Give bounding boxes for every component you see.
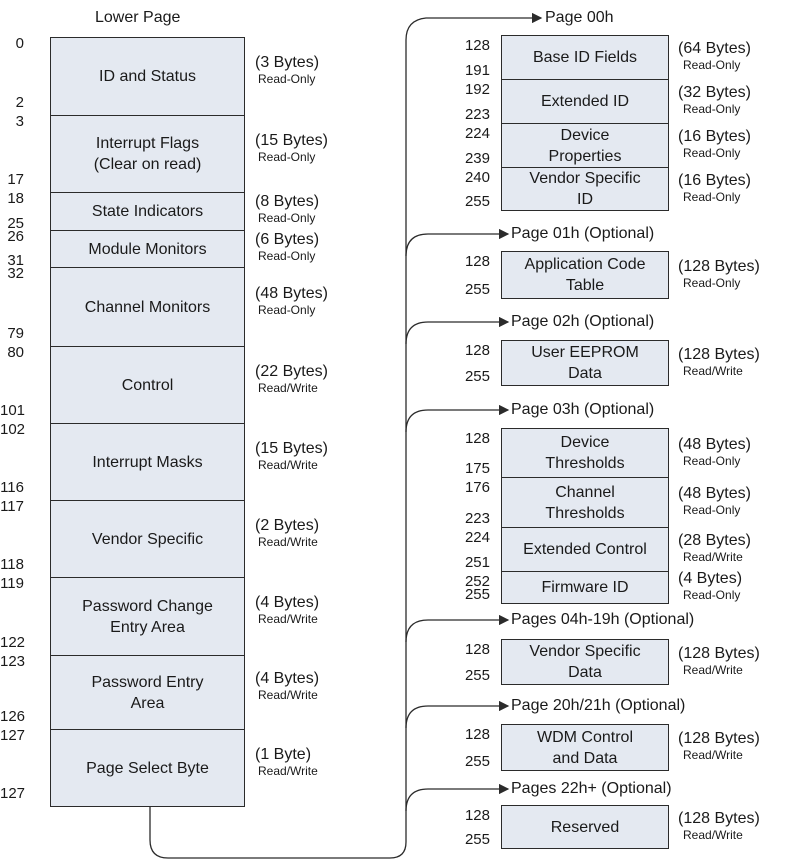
lower-access-5: Read/Write — [258, 381, 318, 395]
lower-start-10: 127 — [0, 727, 26, 744]
page-0-access-3: Read-Only — [683, 190, 741, 204]
page-3-access-0: Read-Only — [683, 454, 741, 468]
page-0-bytes-1: (32 Bytes) — [678, 84, 751, 101]
page-6-bytes-0: (128 Bytes) — [678, 810, 760, 827]
page-5-end-0: 255 — [464, 753, 490, 770]
lower-row-9: Password Entry Area — [50, 655, 245, 730]
lower-bytes-4: (48 Bytes) — [255, 285, 328, 302]
page-3-row-0: Device Thresholds — [501, 428, 669, 478]
page-2-start-0: 128 — [464, 342, 490, 359]
page-0-row-3: Vendor Specific ID — [501, 167, 669, 211]
lower-end-1: 17 — [7, 171, 24, 188]
page-0-row-2: Device Properties — [501, 123, 669, 168]
page-title-2: Page 02h (Optional) — [511, 313, 655, 330]
page-6-end-0: 255 — [464, 831, 490, 848]
page-3-start-2: 224 — [464, 529, 490, 546]
lower-row-0: ID and Status — [50, 37, 245, 116]
page-3-start-3: 252 — [464, 573, 490, 590]
page-5-bytes-0: (128 Bytes) — [678, 730, 760, 747]
page-1-row-0: Application Code Table — [501, 251, 669, 299]
lower-start-3: 26 — [7, 228, 24, 245]
lower-start-0: 0 — [15, 35, 24, 52]
page-title-0: Page 00h — [545, 9, 614, 26]
page-4-end-0: 255 — [464, 667, 490, 684]
connector-page-3 — [406, 410, 508, 432]
page-3-bytes-3: (4 Bytes) — [678, 570, 743, 587]
page-1-end-0: 255 — [464, 281, 490, 298]
page-3-access-1: Read-Only — [683, 503, 741, 517]
lower-start-4: 32 — [7, 265, 24, 282]
page-4-start-0: 128 — [464, 641, 490, 658]
page-0-access-2: Read-Only — [683, 146, 741, 160]
page-title-6: Pages 22h+ (Optional) — [511, 780, 672, 797]
connector-page-4 — [406, 620, 508, 642]
lower-row-6: Interrupt Masks — [50, 423, 245, 501]
page-3-end-0: 175 — [464, 460, 490, 477]
lower-row-7: Vendor Specific — [50, 500, 245, 578]
page-4-row-0: Vendor Specific Data — [501, 639, 669, 685]
lower-access-10: Read/Write — [258, 764, 318, 778]
page-0-start-1: 192 — [464, 81, 490, 98]
lower-end-5: 101 — [0, 402, 26, 419]
lower-row-5: Control — [50, 346, 245, 424]
lower-access-0: Read-Only — [258, 72, 316, 86]
lower-row-3: Module Monitors — [50, 230, 245, 268]
lower-end-10: 127 — [0, 785, 26, 802]
lower-row-1: Interrupt Flags (Clear on read) — [50, 115, 245, 193]
page-6-start-0: 128 — [464, 807, 490, 824]
lower-start-5: 80 — [7, 344, 24, 361]
page-3-bytes-2: (28 Bytes) — [678, 532, 751, 549]
page-2-row-0: User EEPROM Data — [501, 340, 669, 386]
page-0-end-3: 255 — [464, 193, 490, 210]
lower-access-6: Read/Write — [258, 458, 318, 472]
page-0-end-1: 223 — [464, 106, 490, 123]
lower-bytes-5: (22 Bytes) — [255, 363, 328, 380]
lower-access-2: Read-Only — [258, 211, 316, 225]
connector-page-6 — [406, 789, 508, 811]
page-3-start-0: 128 — [464, 430, 490, 447]
lower-end-0: 2 — [15, 94, 24, 111]
page-2-access-0: Read/Write — [683, 364, 743, 378]
page-title-5: Page 20h/21h (Optional) — [511, 697, 686, 714]
lower-end-2: 25 — [7, 215, 24, 232]
page-6-row-0: Reserved — [501, 805, 669, 849]
page-5-start-0: 128 — [464, 726, 490, 743]
lower-row-10: Page Select Byte — [50, 729, 245, 807]
page-4-access-0: Read/Write — [683, 663, 743, 677]
page-3-bytes-1: (48 Bytes) — [678, 485, 751, 502]
page-3-start-1: 176 — [464, 479, 490, 496]
lower-access-1: Read-Only — [258, 150, 316, 164]
page-4-bytes-0: (128 Bytes) — [678, 645, 760, 662]
page-3-row-1: Channel Thresholds — [501, 477, 669, 528]
lower-start-9: 123 — [0, 653, 26, 670]
page-3-access-2: Read/Write — [683, 550, 743, 564]
page-3-end-3: 255 — [464, 586, 490, 603]
lower-bytes-9: (4 Bytes) — [255, 670, 320, 687]
lower-start-1: 3 — [15, 113, 24, 130]
lower-access-4: Read-Only — [258, 303, 316, 317]
lower-bytes-3: (6 Bytes) — [255, 231, 320, 248]
page-3-row-3: Firmware ID — [501, 571, 669, 604]
connector-page-1 — [406, 234, 508, 256]
page-0-bytes-0: (64 Bytes) — [678, 40, 751, 57]
page-2-bytes-0: (128 Bytes) — [678, 346, 760, 363]
page-3-end-2: 251 — [464, 554, 490, 571]
lower-bytes-2: (8 Bytes) — [255, 193, 320, 210]
lower-access-7: Read/Write — [258, 535, 318, 549]
page-5-row-0: WDM Control and Data — [501, 724, 669, 771]
lower-start-2: 18 — [7, 190, 24, 207]
page-0-access-1: Read-Only — [683, 102, 741, 116]
lower-start-7: 117 — [0, 498, 24, 515]
lower-row-2: State Indicators — [50, 192, 245, 231]
lower-end-7: 118 — [0, 556, 24, 573]
page-6-access-0: Read/Write — [683, 828, 743, 842]
page-1-bytes-0: (128 Bytes) — [678, 258, 760, 275]
page-title-1: Page 01h (Optional) — [511, 225, 655, 242]
page-1-access-0: Read-Only — [683, 276, 741, 290]
lower-page-title: Lower Page — [95, 9, 181, 26]
lower-bytes-8: (4 Bytes) — [255, 594, 320, 611]
lower-end-3: 31 — [7, 252, 24, 269]
page-0-start-0: 128 — [464, 37, 490, 54]
page-2-end-0: 255 — [464, 368, 490, 385]
page-5-access-0: Read/Write — [683, 748, 743, 762]
lower-end-9: 126 — [0, 708, 26, 725]
lower-bytes-1: (15 Bytes) — [255, 132, 328, 149]
lower-access-9: Read/Write — [258, 688, 318, 702]
lower-access-3: Read-Only — [258, 249, 316, 263]
page-0-start-2: 224 — [464, 125, 490, 142]
page-3-end-1: 223 — [464, 510, 490, 527]
page-3-access-3: Read-Only — [683, 588, 741, 602]
page-3-bytes-0: (48 Bytes) — [678, 436, 751, 453]
lower-end-4: 79 — [7, 325, 24, 342]
page-title-4: Pages 04h-19h (Optional) — [511, 611, 695, 628]
lower-start-6: 102 — [0, 421, 26, 438]
page-3-row-2: Extended Control — [501, 527, 669, 572]
page-0-start-3: 240 — [464, 169, 490, 186]
lower-bytes-0: (3 Bytes) — [255, 54, 320, 71]
lower-bytes-10: (1 Byte) — [255, 746, 312, 763]
lower-row-4: Channel Monitors — [50, 267, 245, 347]
connector-page-2 — [406, 322, 508, 344]
lower-access-8: Read/Write — [258, 612, 318, 626]
page-0-access-0: Read-Only — [683, 58, 741, 72]
lower-end-6: 116 — [0, 479, 24, 496]
page-0-row-0: Base ID Fields — [501, 35, 669, 80]
lower-bytes-6: (15 Bytes) — [255, 440, 328, 457]
page-0-end-0: 191 — [464, 62, 490, 79]
lower-bytes-7: (2 Bytes) — [255, 517, 320, 534]
page-1-start-0: 128 — [464, 253, 490, 270]
page-0-end-2: 239 — [464, 150, 490, 167]
page-title-3: Page 03h (Optional) — [511, 401, 655, 418]
page-0-bytes-2: (16 Bytes) — [678, 128, 751, 145]
connector-page-5 — [406, 706, 508, 728]
page-0-row-1: Extended ID — [501, 79, 669, 124]
lower-end-8: 122 — [0, 634, 26, 651]
lower-start-8: 119 — [0, 575, 24, 592]
lower-row-8: Password Change Entry Area — [50, 577, 245, 656]
page-0-bytes-3: (16 Bytes) — [678, 172, 751, 189]
